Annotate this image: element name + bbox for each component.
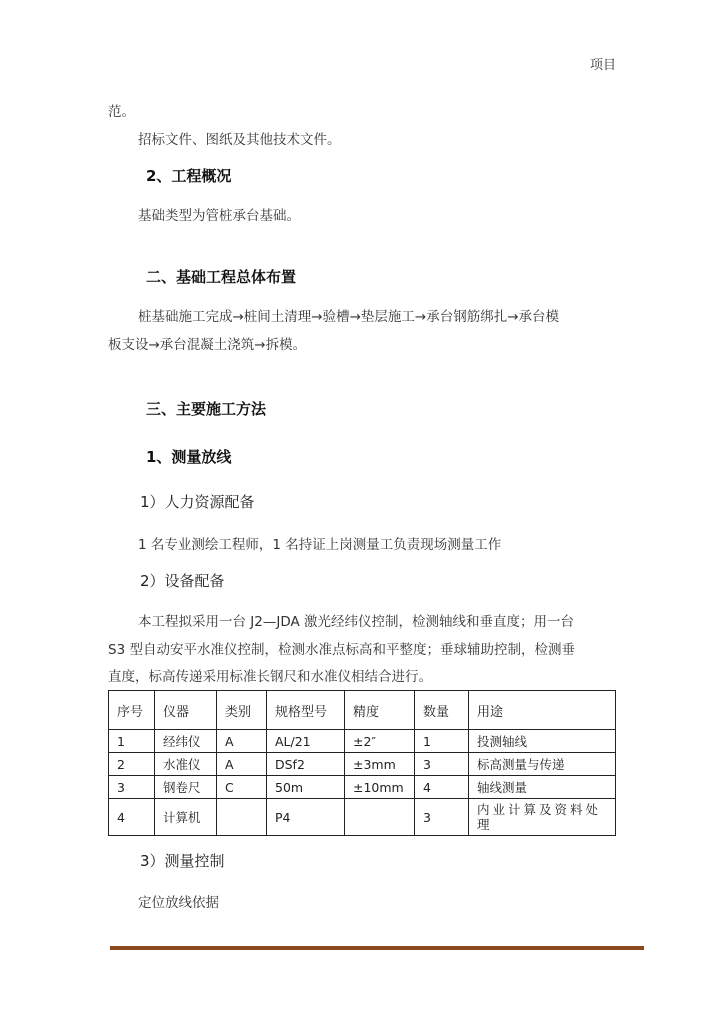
table-cell: C [217, 776, 267, 799]
table-header-cell: 类别 [217, 691, 267, 730]
table-cell [345, 799, 415, 836]
table-cell: A [217, 753, 267, 776]
table-cell: 50m [267, 776, 345, 799]
table-cell: 3 [415, 753, 469, 776]
heading-project-overview: 2、工程概况 [146, 167, 232, 185]
table-cell: 1 [109, 730, 155, 753]
table-cell: 3 [415, 799, 469, 836]
table-cell: 2 [109, 753, 155, 776]
table-row [109, 730, 616, 753]
table-cell: A [217, 730, 267, 753]
table-cell: 标高测量与传递 [469, 753, 616, 776]
heading-general-layout: 二、基础工程总体布置 [146, 268, 297, 286]
paragraph-equipment-line1: 本工程拟采用一台 J2—JDA 激光经纬仪控制，检测轴线和垂直度；用一台 [138, 614, 575, 630]
table-cell: AL/21 [267, 730, 345, 753]
table-cell: 计算机 [155, 799, 217, 836]
paragraph-equipment-line2: S3 型自动安平水准仪控制，检测水准点标高和平整度；垂球辅助控制，检测垂 [108, 642, 575, 658]
table-header-cell: 数量 [415, 691, 469, 730]
table-cell: ±10mm [345, 776, 415, 799]
page-header-label: 项目 [589, 58, 616, 73]
table-cell: 1 [415, 730, 469, 753]
table-row [109, 753, 616, 776]
subheading-equipment: 2）设备配备 [140, 572, 225, 590]
table-cell: 4 [109, 799, 155, 836]
subheading-survey-control: 3）测量控制 [140, 852, 225, 870]
table-cell: ±2″ [345, 730, 415, 753]
table-row [109, 776, 616, 799]
table-header-cell: 用途 [469, 691, 616, 730]
footer-divider [110, 946, 644, 950]
paragraph-bidding-docs: 招标文件、图纸及其他技术文件。 [138, 132, 341, 148]
table-header-cell: 序号 [109, 691, 155, 730]
table-header-cell: 精度 [345, 691, 415, 730]
table-cell: ±3mm [345, 753, 415, 776]
paragraph-staffing: 1 名专业测绘工程师，1 名持证上岗测量工负责现场测量工作 [138, 537, 502, 553]
equipment-table [108, 690, 616, 836]
table-header-row [109, 691, 616, 730]
paragraph-equipment-line3: 直度，标高传递采用标准长钢尺和水准仪相结合进行。 [108, 669, 432, 685]
table-header-cell: 仪器 [155, 691, 217, 730]
table-cell: 3 [109, 776, 155, 799]
table-row [109, 799, 616, 836]
paragraph-setting-out-basis: 定位放线依据 [138, 895, 219, 911]
table-cell: 钢卷尺 [155, 776, 217, 799]
paragraph-foundation-type: 基础类型为管桩承台基础。 [138, 208, 300, 224]
table-cell: 水准仪 [155, 753, 217, 776]
table-cell: 经纬仪 [155, 730, 217, 753]
table-cell: 内业计算及资料处理 [469, 799, 616, 836]
paragraph-continuation: 范。 [108, 104, 135, 120]
heading-main-methods: 三、主要施工方法 [146, 400, 267, 418]
table-cell [217, 799, 267, 836]
heading-survey-setting-out: 1、测量放线 [146, 448, 232, 466]
table-cell: 轴线测量 [469, 776, 616, 799]
table-cell: P4 [267, 799, 345, 836]
table-cell: 投测轴线 [469, 730, 616, 753]
table-cell: 4 [415, 776, 469, 799]
paragraph-sequence-line2: 板支设→承台混凝土浇筑→拆模。 [108, 337, 307, 353]
table-header-cell: 规格型号 [267, 691, 345, 730]
table-cell: DSf2 [267, 753, 345, 776]
subheading-human-resources: 1）人力资源配备 [140, 493, 255, 511]
paragraph-sequence-line1: 桩基础施工完成→桩间土清理→验槽→垫层施工→承台钢筋绑扎→承台模 [138, 309, 560, 325]
